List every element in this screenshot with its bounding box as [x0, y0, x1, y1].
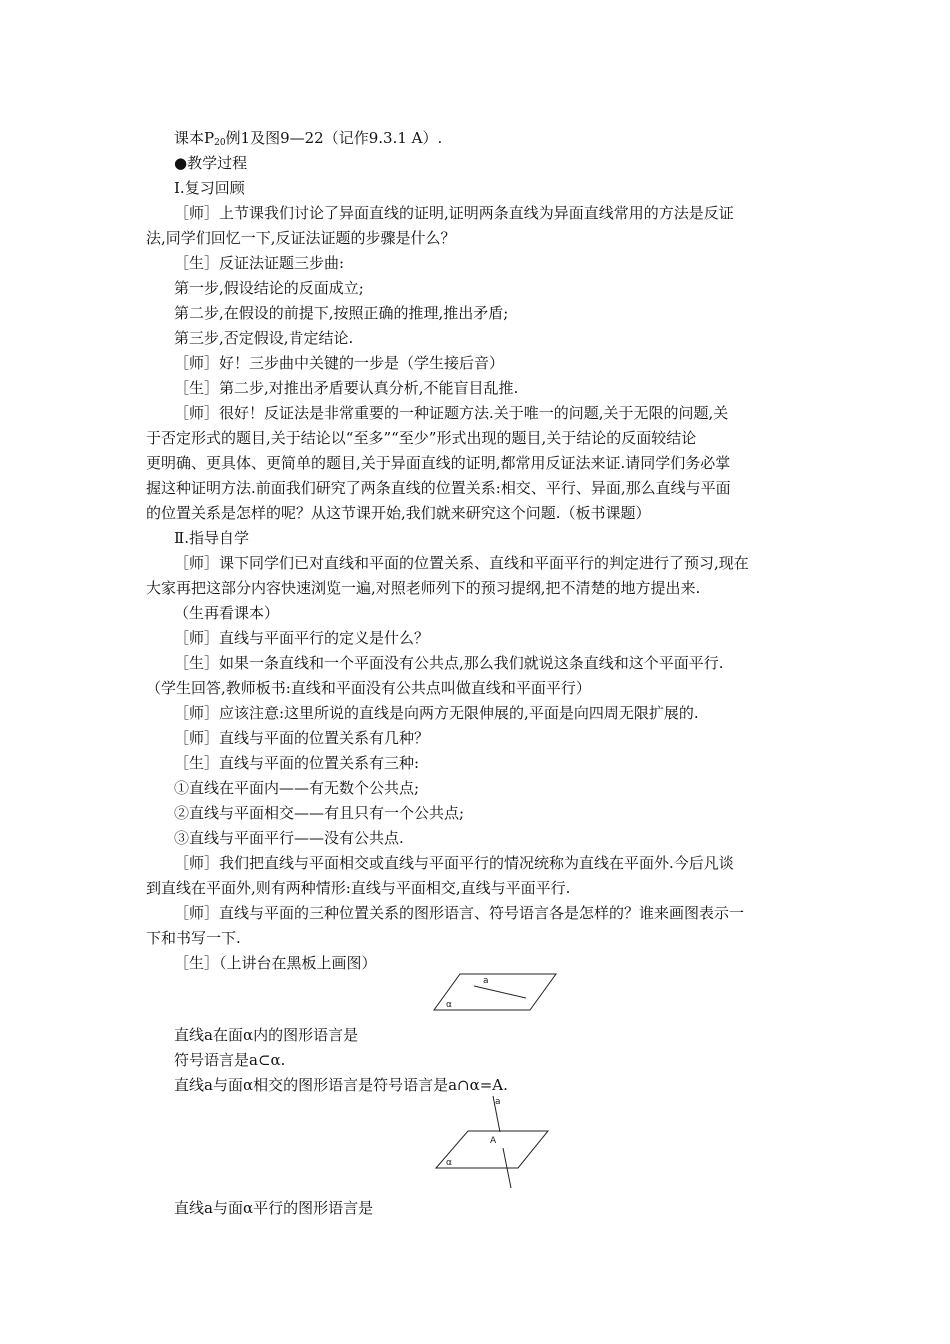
teacher-line: ［师］直线与平面的三种位置关系的图形语言、符号语言各是怎样的？谁来画图表示一: [174, 904, 745, 922]
teacher-line-cont: 到直线在平面外,则有两种情形:直线与平面相交,直线与平面平行.: [146, 879, 571, 897]
stage-note: （生再看课本）: [174, 604, 280, 622]
case-item: ③直线与平面平行——没有公共点.: [174, 829, 404, 847]
teacher-line: ［师］应该注意:这里所说的直线是向两方无限伸展的,平面是向四周无限扩展的.: [174, 704, 699, 722]
part1-heading: Ⅰ.复习回顾: [174, 179, 245, 197]
step-line: 第三步,否定假设,肯定结论.: [174, 329, 354, 347]
teacher-line: ［师］很好！反证法是非常重要的一种证题方法.关于唯一的问题,关于无限的问题,关: [174, 404, 729, 422]
section-heading-process: ●教学过程: [174, 154, 248, 172]
teacher-line-cont: 下和书写一下.: [146, 929, 241, 947]
teacher-line: ［师］课下同学们已对直线和平面的位置关系、直线和平面平行的判定进行了预习,现在: [174, 554, 749, 572]
plane-label: α: [446, 1158, 452, 1168]
student-line: ［生］如果一条直线和一个平面没有公共点,那么我们就说这条直线和这个平面平行.: [174, 654, 724, 672]
point-label: A: [490, 1136, 497, 1146]
teacher-line-cont: 更明确、更具体、更简单的题目,关于异面直线的证明,都常用反证法来证.请同学们务必掌: [146, 454, 731, 472]
student-line: ［生］第二步,对推出矛盾要认真分析,不能盲目乱推.: [174, 379, 519, 397]
teacher-line-cont: 握这种证明方法.前面我们研究了两条直线的位置关系:相交、平行、异面,那么直线与平面: [146, 479, 731, 497]
case-item: ①直线在平面内——有无数个公共点;: [174, 779, 420, 797]
plane-shape: [434, 974, 556, 1010]
student-line: ［生］反证法证题三步曲:: [174, 254, 345, 272]
student-line: ［生］（上讲台在黑板上画图）: [174, 954, 377, 972]
plane-label: α: [446, 1000, 452, 1010]
step-line: 第一步,假设结论的反面成立;: [174, 279, 364, 297]
teacher-line: ［师］我们把直线与平面相交或直线与平面平行的情况统称为直线在平面外.今后凡谈: [174, 854, 734, 872]
figure-line-in-plane: [430, 970, 560, 1018]
caption-in-plane: 直线a在面α内的图形语言是: [174, 1026, 359, 1044]
figure-line-intersect-plane: [430, 1092, 554, 1190]
teacher-line: ［师］上节课我们讨论了异面直线的证明,证明两条直线为异面直线常用的方法是反证: [174, 204, 734, 222]
teacher-line: ［师］直线与平面的位置关系有几种？: [174, 729, 430, 747]
part2-heading: Ⅱ.指导自学: [174, 529, 249, 547]
textbook-reference: 课本$P_{20}$例1及图9—22（记作9.3.1 A）.: [174, 129, 443, 148]
line-label: a: [483, 976, 489, 986]
teacher-line: ［师］好！三步曲中关键的一步是（学生接后音）: [174, 354, 505, 372]
teacher-line-cont: 法,同学们回忆一下,反证法证题的步骤是什么？: [146, 229, 456, 247]
caption-parallel: 直线a与面α平行的图形语言是: [174, 1199, 374, 1217]
teacher-line-cont: 的位置关系是怎样的呢？从这节课开始,我们就来研究这个问题.（板书课题）: [146, 504, 651, 522]
teacher-line-cont: 于否定形式的题目,关于结论以“至多”“至少”形式出现的题目,关于结论的反面较结论: [146, 429, 697, 447]
stage-note: （学生回答,教师板书:直线和平面没有公共点叫做直线和平面平行）: [146, 679, 591, 697]
student-line: ［生］直线与平面的位置关系有三种:: [174, 754, 420, 772]
case-item: ②直线与平面相交——有且只有一个公共点;: [174, 804, 465, 822]
step-line: 第二步,在假设的前提下,按照正确的推理,推出矛盾;: [174, 304, 509, 322]
caption-in-plane-symbol: 符号语言是a⊂α.: [174, 1051, 286, 1069]
line-a: [474, 986, 526, 998]
teacher-line: ［师］直线与平面平行的定义是什么？: [174, 629, 430, 647]
caption-intersect: 直线a与面α相交的图形语言是符号语言是a∩α=A.: [174, 1076, 508, 1094]
teacher-line-cont: 大家再把这部分内容快速浏览一遍,对照老师列下的预习提纲,把不清楚的地方提出来.: [146, 579, 701, 597]
line-label: a: [495, 1097, 501, 1107]
